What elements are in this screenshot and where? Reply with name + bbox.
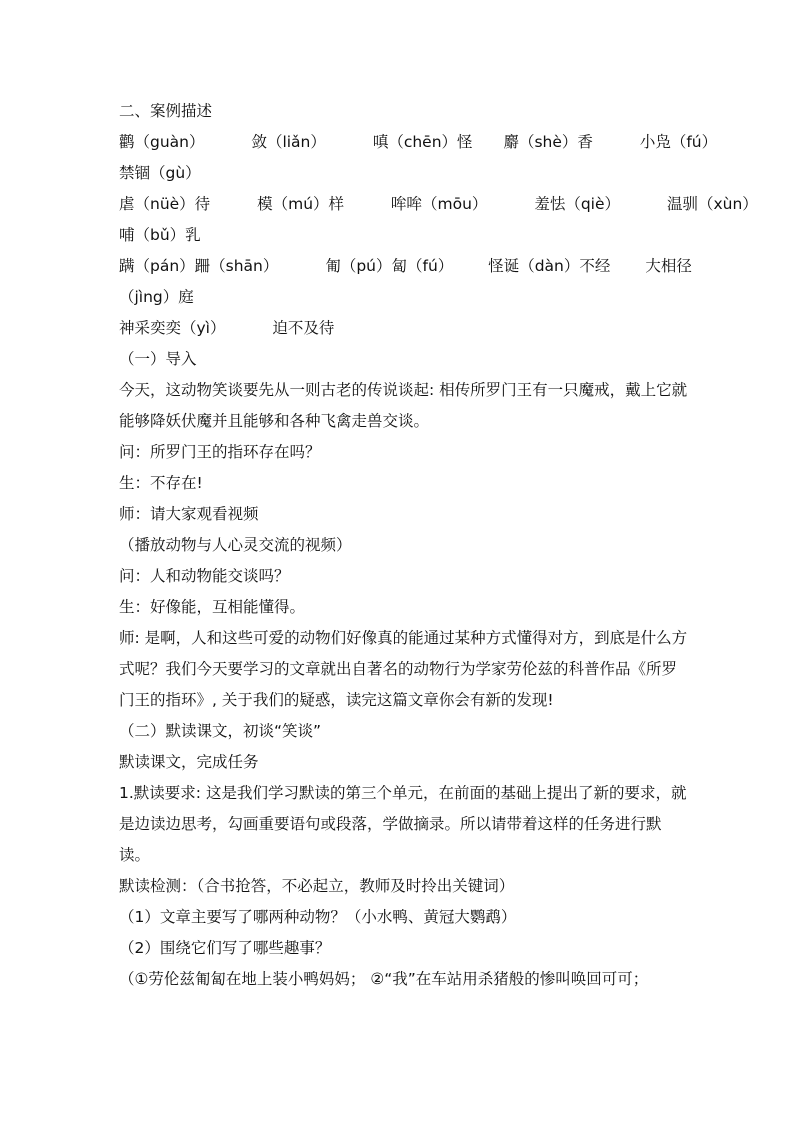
part2-task: 默读课文，完成任务 — [119, 753, 259, 771]
vocab-word: 蹒（pán）跚（shān） — [119, 257, 279, 275]
dialogue-answer: 生：好像能，互相能懂得。 — [119, 598, 306, 616]
dialogue-question: 问：人和动物能交谈吗？ — [119, 567, 290, 585]
vocab-row-1-cont: 禁锢（gù） — [119, 164, 201, 182]
check-item: （①劳伦兹匍匐在地上装小鸭妈妈； ②“我”在车站用杀猪般的惨叫唤回可可； — [119, 970, 649, 988]
vocab-word: 神采奕奕（yì） — [119, 319, 226, 337]
vocab-word: 羞怯（qiè） — [534, 195, 621, 213]
vocab-row-3-cont: （jìng）庭 — [119, 288, 194, 306]
vocab-row-4 — [119, 313, 689, 344]
vocab-word: 温驯（xùn） — [666, 195, 758, 213]
dialogue-teacher-paragraph: 师: 是啊，人和这些可爱的动物们好像真的能通过某种方式懂得对方，到底是什么方式呢？我们今天要学习的文章就出自著名的动物行为学家劳伦兹的科普作品《所罗门王的指环》, 关于我们的疑惑，读完这篇文章你会有新的发现! — [119, 629, 688, 709]
vocab-word: 麝（shè）香 — [503, 133, 593, 151]
vocab-word: 大相径 — [645, 257, 692, 275]
dialogue-answer: 生：不存在! — [119, 474, 203, 492]
reading-check: 默读检测：（合书抢答，不必起立，教师及时拎出关键词） — [119, 877, 515, 895]
vocab-row-1 — [119, 127, 718, 158]
reading-requirement-paragraph: 1.默读要求: 这是我们学习默读的第三个单元，在前面的基础上提出了新的要求，就是边读边思考，勾画重要语句或段落，学做摘录。所以请带着这样的任务进行默读。 — [119, 784, 687, 864]
vocab-word: 嗔（chēn）怪 — [372, 133, 473, 151]
dialogue-question: 问：所罗门王的指环存在吗？ — [119, 443, 321, 461]
vocab-word: 虐（nüè）待 — [119, 195, 211, 213]
vocab-word: 鹳（guàn） — [119, 133, 205, 151]
stage-note: （播放动物与人心灵交流的视频） — [119, 536, 352, 554]
vocab-word: 匍（pú）匐（fú） — [325, 257, 454, 275]
document-body — [119, 96, 758, 995]
vocab-row-2-cont: 哺（bǔ）乳 — [119, 226, 201, 244]
check-item: （2）围绕它们写了哪些趣事？ — [119, 939, 331, 957]
part1-heading: （一）导入 — [119, 350, 197, 368]
part1-intro-paragraph: 今天，这动物笑谈要先从一则古老的传说谈起: 相传所罗门王有一只魔戒，戴上它就能够降妖伏魔并且能够和各种飞禽走兽交谈。 — [119, 381, 688, 430]
vocab-row-3 — [119, 251, 692, 282]
vocab-word: 敛（liǎn） — [251, 133, 326, 151]
dialogue-teacher: 师：请大家观看视频 — [119, 505, 259, 523]
part2-heading: （二）默读课文，初谈“笑谈” — [119, 722, 322, 740]
vocab-word: 小凫（fú） — [639, 133, 718, 151]
check-item: （1）文章主要写了哪两种动物？（小水鸭、黄冠大鹦鹉） — [119, 908, 517, 926]
vocab-word: 模（mú）样 — [257, 195, 345, 213]
vocab-word: 怪诞（dàn）不经 — [488, 257, 611, 275]
vocab-row-2 — [119, 189, 758, 220]
vocab-word: 迫不及待 — [272, 319, 335, 337]
section-title: 二、案例描述 — [119, 102, 213, 120]
vocab-word: 哞哞（mōu） — [391, 195, 488, 213]
